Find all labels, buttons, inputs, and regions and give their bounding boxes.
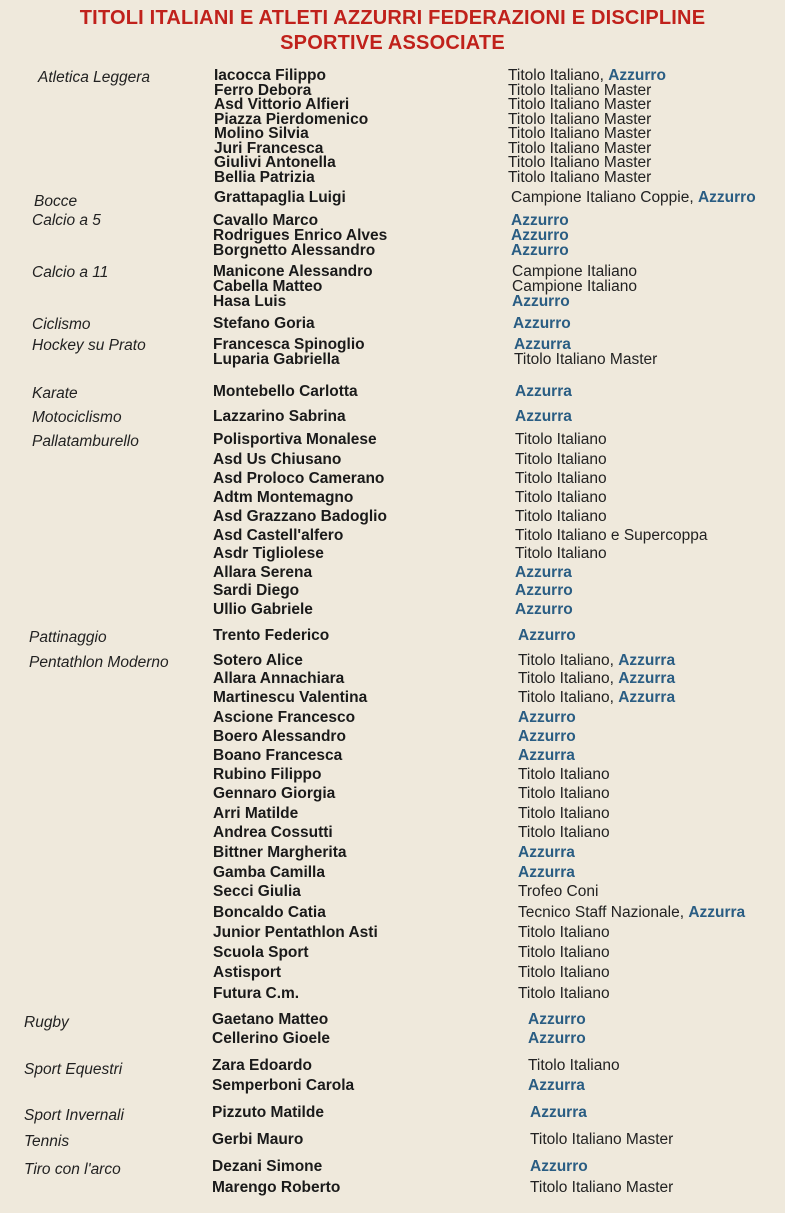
achievement (528, 1012, 586, 1028)
athlete-name: Allara Serena (213, 564, 313, 581)
achievement-title: Titolo Italiano Master (508, 111, 652, 128)
achievement (512, 294, 570, 310)
achievement (515, 409, 572, 425)
achievement-title: Tecnico Staff Nazionale, (518, 904, 689, 921)
azzurro-badge: Azzurro (513, 315, 571, 332)
achievement-title: Titolo Italiano Master (530, 1179, 674, 1196)
athlete-name: Ullio Gabriele (213, 601, 313, 618)
achievement (515, 602, 573, 618)
achievement-title: Titolo Italiano (515, 451, 607, 468)
achievement-title: Campione Italiano (512, 278, 637, 295)
achievement (515, 471, 607, 487)
achievement-title: Titolo Italiano (518, 944, 610, 961)
achievement-title: Titolo Italiano (515, 431, 607, 448)
azzurro-badge: Azzurra (528, 1077, 585, 1094)
page-title-line-2: SPORTIVE ASSOCIATE (280, 32, 505, 54)
achievement (518, 729, 576, 745)
athlete-name: Futura C.m. (213, 985, 300, 1002)
achievement (518, 845, 575, 861)
athlete-name: Gerbi Mauro (212, 1131, 304, 1148)
achievement (518, 628, 576, 644)
athlete-name: Polisportiva Monalese (213, 431, 377, 448)
azzurro-badge: Azzurra (515, 408, 572, 425)
achievement-title: Titolo Italiano (518, 924, 610, 941)
azzurro-badge: Azzurro (518, 728, 576, 745)
athlete-name: Zara Edoardo (212, 1057, 312, 1074)
athlete-name: Sardi Diego (213, 582, 300, 599)
achievement-title: Titolo Italiano Master (508, 96, 652, 113)
azzurro-badge: Azzurra (515, 564, 572, 581)
achievement-title: Titolo Italiano Master (514, 351, 658, 368)
azzurro-badge: Azzurro (512, 293, 570, 310)
athlete-name: Boncaldo Catia (213, 904, 326, 921)
achievement (528, 1031, 586, 1047)
athlete-name: Bellia Patrizia (214, 169, 315, 186)
category-label: Tennis (24, 1133, 70, 1150)
achievement (518, 653, 675, 669)
achievement (518, 925, 610, 941)
achievement (518, 865, 575, 881)
achievement (508, 170, 651, 186)
athlete-name: Sotero Alice (213, 652, 303, 669)
achievement (515, 432, 607, 448)
achievement (511, 243, 569, 259)
achievement-title: Titolo Italiano Master (508, 140, 652, 157)
athlete-name: Grattapaglia Luigi (214, 189, 346, 206)
athlete-name: Martinescu Valentina (213, 689, 368, 706)
category-label: Ciclismo (32, 316, 91, 333)
category-label: Rugby (24, 1014, 69, 1031)
athlete-name: Arri Matilde (213, 805, 299, 822)
athlete-name: Astisport (213, 964, 282, 981)
athlete-name: Allara Annachiara (213, 670, 345, 687)
achievement (515, 384, 572, 400)
achievement (530, 1132, 673, 1148)
page-title-line-1: TITOLI ITALIANI E ATLETI AZZURRI FEDERAZIONI E DISCIPLINE (79, 7, 706, 29)
azzurro-badge: Azzurro (697, 189, 756, 206)
category-label: Sport Equestri (24, 1061, 123, 1078)
achievement-title: Titolo Italiano, (518, 670, 619, 687)
athlete-name: Asdr Tigliolese (213, 545, 324, 562)
achievement (515, 509, 607, 525)
achievement (514, 352, 657, 368)
azzurro-badge: Azzurra (518, 747, 575, 764)
azzurro-badge: Azzurro (515, 601, 573, 618)
athlete-name: Lazzarino Sabrina (213, 408, 346, 425)
achievement (515, 490, 607, 506)
achievement (518, 945, 610, 961)
athlete-name: Marengo Roberto (212, 1179, 341, 1196)
achievement (518, 825, 610, 841)
azzurro-badge: Azzurro (528, 1011, 586, 1028)
category-label: Bocce (34, 193, 78, 210)
athlete-name: Ascione Francesco (213, 709, 356, 726)
athlete-name: Asd Grazzano Badoglio (213, 508, 387, 525)
athlete-name: Boano Francesca (213, 747, 343, 764)
athlete-name: Luparia Gabriella (213, 351, 340, 368)
azzurro-badge: Azzurro (511, 227, 569, 244)
category-label: Tiro con l'arco (24, 1161, 121, 1178)
achievement (518, 884, 598, 900)
achievement-title: Titolo Italiano (515, 508, 607, 525)
achievement (518, 965, 610, 981)
achievement-title: Trofeo Coni (518, 883, 599, 900)
athlete-name: Gamba Camilla (213, 864, 325, 881)
azzurro-badge: Azzurra (515, 383, 572, 400)
achievement (518, 710, 576, 726)
achievement (518, 806, 610, 822)
category-label: Motociclismo (32, 409, 122, 426)
athlete-name: Stefano Goria (213, 315, 315, 332)
category-label: Calcio a 11 (32, 264, 109, 281)
category-label: Pentathlon Moderno (29, 654, 169, 671)
athlete-name: Cavallo Marco (213, 212, 319, 229)
achievement-title: Titolo Italiano (528, 1057, 620, 1074)
athlete-name: Adtm Montemagno (213, 489, 354, 506)
achievement (530, 1159, 588, 1175)
athlete-name: Molino Silvia (214, 125, 309, 142)
category-label: Sport Invernali (24, 1107, 124, 1124)
athlete-name: Secci Giulia (213, 883, 301, 900)
athlete-name: Asd Us Chiusano (213, 451, 342, 468)
azzurro-badge: Azzurro (518, 627, 576, 644)
azzurro-badge: Azzurra (618, 689, 676, 706)
athlete-name: Asd Vittorio Alfieri (214, 96, 350, 113)
athlete-name: Rubino Filippo (213, 766, 322, 783)
page-title (0, 6, 785, 56)
achievement (511, 190, 756, 206)
achievement-title: Titolo Italiano (515, 489, 607, 506)
achievement-title: Titolo Italiano (515, 470, 607, 487)
athlete-name: Iacocca Filippo (214, 67, 326, 84)
athlete-name: Cellerino Gioele (212, 1030, 331, 1047)
achievement (515, 528, 707, 544)
achievement-title: Titolo Italiano Master (508, 169, 652, 186)
athlete-name: Junior Pentathlon Asti (213, 924, 378, 941)
achievement-title: Titolo Italiano (518, 824, 610, 841)
achievement-title: Titolo Italiano Master (508, 154, 652, 171)
achievement (518, 767, 610, 783)
achievement-title: Titolo Italiano e Supercoppa (515, 527, 708, 544)
achievement-title: Titolo Italiano Master (508, 125, 652, 142)
achievement-title: Titolo Italiano Master (508, 82, 652, 99)
athlete-name: Asd Proloco Camerano (213, 470, 385, 487)
azzurro-badge: Azzurro (530, 1158, 588, 1175)
athlete-name: Bittner Margherita (213, 844, 347, 861)
achievement-title: Titolo Italiano, (518, 689, 619, 706)
achievement (515, 583, 573, 599)
athlete-name: Juri Francesca (214, 140, 324, 157)
achievement (530, 1180, 673, 1196)
achievement-title: Titolo Italiano (518, 785, 610, 802)
achievement-title: Titolo Italiano (515, 545, 607, 562)
achievement-title: Titolo Italiano, (508, 67, 609, 84)
azzurro-badge: Azzurro (511, 212, 569, 229)
achievement-title: Titolo Italiano (518, 964, 610, 981)
athlete-name: Montebello Carlotta (213, 383, 358, 400)
athlete-name: Manicone Alessandro (213, 263, 373, 280)
athlete-name: Semperboni Carola (212, 1077, 355, 1094)
achievement-title: Campione Italiano Coppie, (511, 189, 698, 206)
azzurro-badge: Azzurra (518, 864, 575, 881)
achievement-title: Titolo Italiano, (518, 652, 619, 669)
category-label: Karate (32, 385, 78, 402)
athlete-name: Gennaro Giorgia (213, 785, 336, 802)
achievement (518, 671, 675, 687)
achievement-title: Titolo Italiano (518, 985, 610, 1002)
achievement (515, 452, 607, 468)
achievement (518, 748, 575, 764)
achievement-title: Campione Italiano (512, 263, 637, 280)
achievement (530, 1105, 587, 1121)
athlete-name: Pizzuto Matilde (212, 1104, 324, 1121)
achievement (513, 316, 571, 332)
achievement-title: Titolo Italiano (518, 766, 610, 783)
achievement (528, 1058, 620, 1074)
athlete-name: Cabella Matteo (213, 278, 323, 295)
achievement-title: Titolo Italiano Master (530, 1131, 674, 1148)
athlete-name: Borgnetto Alessandro (213, 242, 376, 259)
category-label: Atletica Leggera (38, 69, 151, 86)
athlete-name: Andrea Cossutti (213, 824, 333, 841)
athlete-name: Gaetano Matteo (212, 1011, 329, 1028)
athlete-name: Asd Castell'alfero (213, 527, 344, 544)
athlete-name: Dezani Simone (212, 1158, 323, 1175)
azzurro-badge: Azzurra (618, 652, 676, 669)
athlete-name: Piazza Pierdomenico (214, 111, 369, 128)
azzurro-badge: Azzurro (511, 242, 569, 259)
category-label: Pallatamburello (32, 433, 139, 450)
azzurro-badge: Azzurra (688, 904, 746, 921)
category-label: Pattinaggio (29, 629, 107, 646)
azzurro-badge: Azzurro (528, 1030, 586, 1047)
azzurro-badge: Azzurra (530, 1104, 587, 1121)
achievement (518, 905, 745, 921)
azzurro-badge: Azzurra (518, 844, 575, 861)
achievement (518, 986, 610, 1002)
achievement (515, 546, 607, 562)
achievement (515, 565, 572, 581)
category-label: Calcio a 5 (32, 212, 101, 229)
azzurro-badge: Azzurro (515, 582, 573, 599)
azzurro-badge: Azzurro (608, 67, 666, 84)
athlete-name: Rodrigues Enrico Alves (213, 227, 388, 244)
athlete-name: Giulivi Antonella (214, 154, 336, 171)
athlete-name: Ferro Debora (214, 82, 312, 99)
category-label: Hockey su Prato (32, 337, 146, 354)
achievement (528, 1078, 585, 1094)
azzurro-badge: Azzurro (518, 709, 576, 726)
achievement-title: Titolo Italiano (518, 805, 610, 822)
athlete-name: Trento Federico (213, 627, 330, 644)
achievement (518, 690, 675, 706)
azzurro-badge: Azzurra (618, 670, 676, 687)
azzurro-badge: Azzurra (514, 336, 571, 353)
athlete-name: Scuola Sport (213, 944, 309, 961)
athlete-name: Hasa Luis (213, 293, 287, 310)
athlete-name: Boero Alessandro (213, 728, 346, 745)
athlete-name: Francesca Spinoglio (213, 336, 365, 353)
achievement (518, 786, 610, 802)
